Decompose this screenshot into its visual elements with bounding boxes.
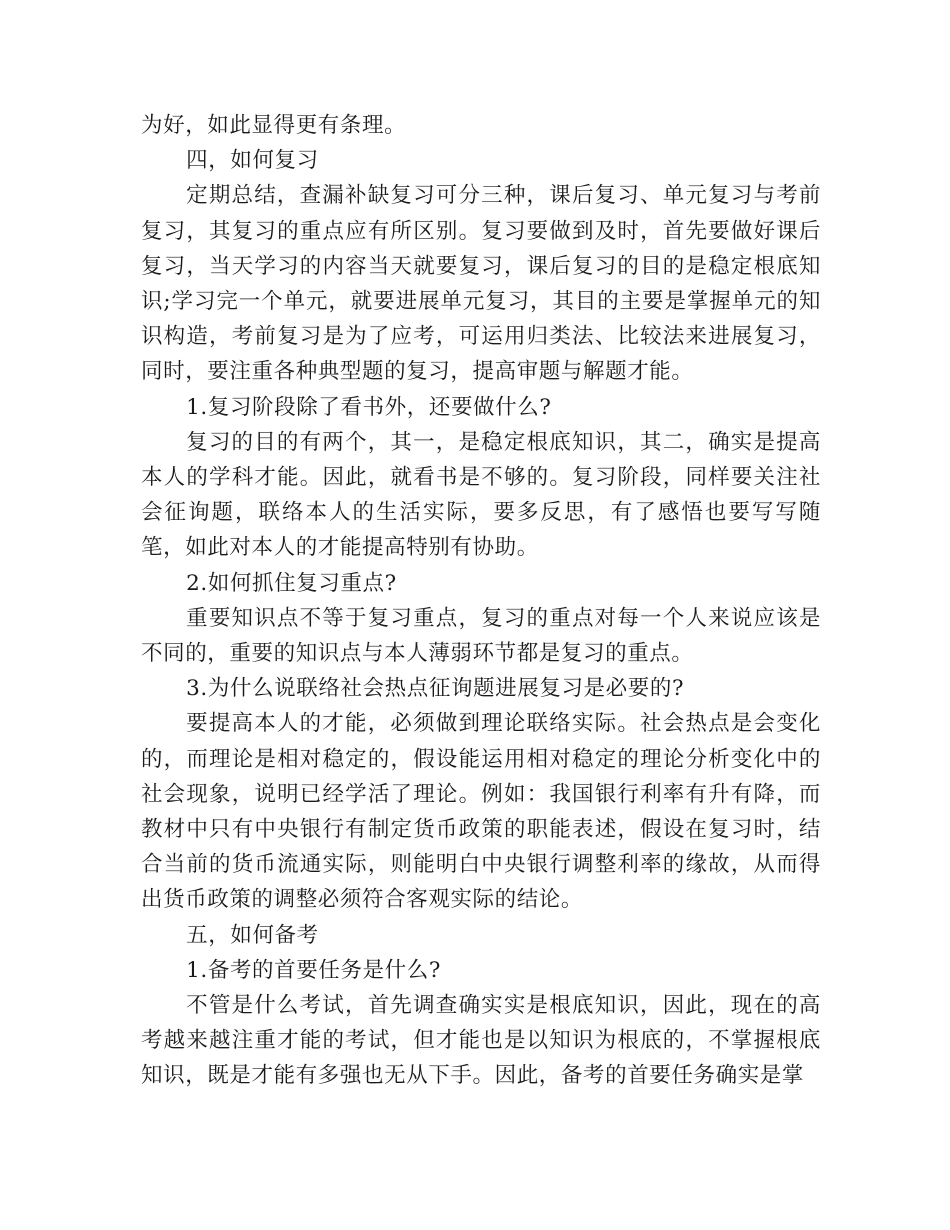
paragraph-continuation: 为好，如此显得更有条理。	[141, 113, 407, 138]
paragraph-answer-prep-1: 不管是什么考试，首先调查确实实是根底知识，因此，现在的高考越来越注重才能的考试，但才能也是以知识为根底的，不掌握根底知识，既是才能有多强也无从下手。因此，备考的首要任务确实是掌	[141, 993, 821, 1089]
section-heading-exam-prep: 五，如何备考	[186, 922, 319, 948]
question-heading-2: 2.如何抓住复习重点?	[186, 570, 397, 596]
question-heading-3: 3.为什么说联络社会热点征询题进展复习是必要的?	[186, 676, 685, 702]
question-heading-1: 1.复习阶段除了看书外，还要做什么?	[186, 394, 552, 420]
paragraph-review-summary: 定期总结，查漏补缺复习可分三种，课后复习、单元复习与考前复习，其复习的重点应有所区别。复习要做到及时，首先要做好课后复习，当天学习的内容当天就要复习，课后复习的目的是稳定根底知识;学习完一个单元，就要进展单元复习，其目的主要是掌握单元的知识构造，考前复习是为了应考，可运用归类法、比较法来进展复习，同时，要注重各种典型题的复习，提高审题与解题才能。	[141, 183, 821, 385]
paragraph-answer-1: 复习的目的有两个，其一，是稳定根底知识，其二，确实是提高本人的学科才能。因此，就看书是不够的。复习阶段，同样要关注社会征询题，联络本人的生活实际，要多反思，有了感悟也要写写随笔，如此对本人的才能提高特别有协助。	[141, 429, 821, 561]
section-heading-review: 四，如何复习	[186, 148, 319, 174]
paragraph-answer-2: 重要知识点不等于复习重点，复习的重点对每一个人来说应该是不同的，重要的知识点与本人薄弱环节都是复习的重点。	[141, 605, 821, 667]
question-heading-prep-1: 1.备考的首要任务是什么?	[186, 957, 441, 983]
paragraph-answer-3: 要提高本人的才能，必须做到理论联络实际。社会热点是会变化的，而理论是相对稳定的，假设能运用相对稳定的理论分析变化中的社会现象，说明已经学活了理论。例如：我国银行利率有升有降，而教材中只有中央银行有制定货币政策的职能表述，假设在复习时，结合当前的货币流通实际，则能明白中央银行调整利率的缘故，从而得出货币政策的调整必须符合客观实际的结论。	[141, 711, 821, 913]
document-body	[141, 108, 821, 1094]
